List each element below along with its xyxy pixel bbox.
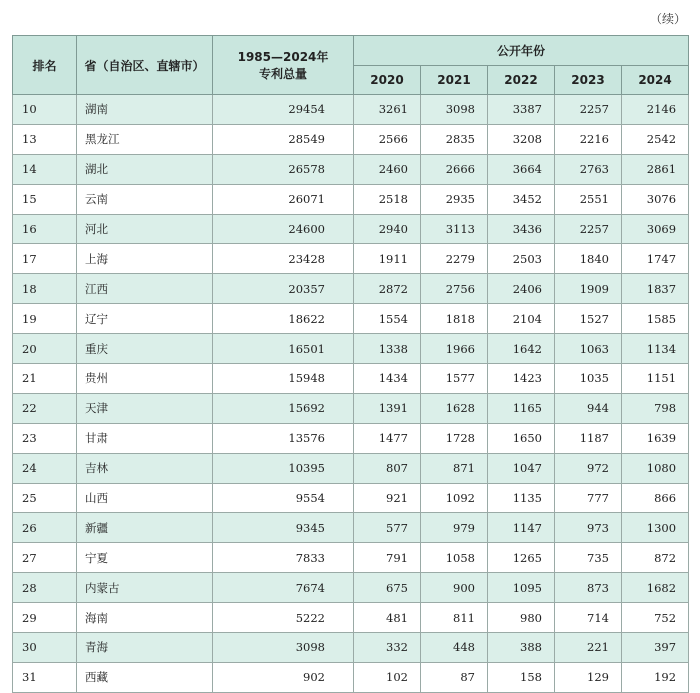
province-cell: 山西: [77, 483, 213, 513]
rank-cell: 13: [13, 124, 77, 154]
year-value-cell: 3208: [488, 124, 555, 154]
total-cell: 902: [213, 662, 354, 692]
header-year: 2023: [555, 66, 622, 95]
year-value-cell: 3387: [488, 95, 555, 125]
total-cell: 10395: [213, 453, 354, 483]
table-row: [13, 662, 689, 692]
rank-cell: 26: [13, 513, 77, 543]
rank-cell: 30: [13, 633, 77, 663]
table-row: [13, 124, 689, 154]
year-value-cell: 1628: [421, 393, 488, 423]
table-row: [13, 573, 689, 603]
year-value-cell: 871: [421, 453, 488, 483]
rank-cell: 31: [13, 662, 77, 692]
year-value-cell: 1818: [421, 304, 488, 334]
header-province: 省（自治区、直辖市）: [77, 36, 213, 95]
table-row: [13, 184, 689, 214]
year-value-cell: 1527: [555, 304, 622, 334]
table-row: [13, 334, 689, 364]
rank-cell: 21: [13, 364, 77, 394]
year-value-cell: 1092: [421, 483, 488, 513]
total-cell: 20357: [213, 274, 354, 304]
year-value-cell: 2872: [354, 274, 421, 304]
province-cell: 黑龙江: [77, 124, 213, 154]
year-value-cell: 2935: [421, 184, 488, 214]
year-value-cell: 3098: [421, 95, 488, 125]
table-row: [13, 453, 689, 483]
province-cell: 内蒙古: [77, 573, 213, 603]
year-value-cell: 3261: [354, 95, 421, 125]
year-value-cell: 1135: [488, 483, 555, 513]
total-cell: 26578: [213, 154, 354, 184]
total-cell: 15948: [213, 364, 354, 394]
header-years-group: 公开年份: [354, 36, 689, 66]
year-value-cell: 873: [555, 573, 622, 603]
year-value-cell: 2257: [555, 95, 622, 125]
year-value-cell: 1909: [555, 274, 622, 304]
year-value-cell: 807: [354, 453, 421, 483]
year-value-cell: 872: [622, 543, 689, 573]
year-value-cell: 675: [354, 573, 421, 603]
year-value-cell: 980: [488, 603, 555, 633]
year-value-cell: 1338: [354, 334, 421, 364]
year-value-cell: 2542: [622, 124, 689, 154]
year-value-cell: 1747: [622, 244, 689, 274]
table-row: [13, 95, 689, 125]
rank-cell: 23: [13, 423, 77, 453]
province-cell: 重庆: [77, 334, 213, 364]
year-value-cell: 921: [354, 483, 421, 513]
year-value-cell: 811: [421, 603, 488, 633]
rank-cell: 27: [13, 543, 77, 573]
year-value-cell: 1911: [354, 244, 421, 274]
year-value-cell: 577: [354, 513, 421, 543]
year-value-cell: 1837: [622, 274, 689, 304]
rank-cell: 20: [13, 334, 77, 364]
year-value-cell: 1300: [622, 513, 689, 543]
table-row: [13, 483, 689, 513]
table-row: [13, 423, 689, 453]
year-value-cell: 1966: [421, 334, 488, 364]
year-value-cell: 1063: [555, 334, 622, 364]
province-cell: 宁夏: [77, 543, 213, 573]
year-value-cell: 973: [555, 513, 622, 543]
year-value-cell: 2518: [354, 184, 421, 214]
year-value-cell: 1554: [354, 304, 421, 334]
year-value-cell: 1642: [488, 334, 555, 364]
rank-cell: 24: [13, 453, 77, 483]
year-value-cell: 1639: [622, 423, 689, 453]
header-total: [213, 36, 354, 95]
province-cell: 天津: [77, 393, 213, 423]
year-value-cell: 1423: [488, 364, 555, 394]
year-value-cell: 1477: [354, 423, 421, 453]
rank-cell: 15: [13, 184, 77, 214]
province-cell: 甘肃: [77, 423, 213, 453]
rank-cell: 19: [13, 304, 77, 334]
year-value-cell: 1391: [354, 393, 421, 423]
year-value-cell: 1080: [622, 453, 689, 483]
year-value-cell: 2566: [354, 124, 421, 154]
table-row: [13, 543, 689, 573]
year-value-cell: 87: [421, 662, 488, 692]
rank-cell: 14: [13, 154, 77, 184]
continued-label: （续）: [649, 12, 686, 26]
table-row: [13, 304, 689, 334]
year-value-cell: 979: [421, 513, 488, 543]
province-cell: 青海: [77, 633, 213, 663]
year-value-cell: 1147: [488, 513, 555, 543]
province-cell: 辽宁: [77, 304, 213, 334]
year-value-cell: 1265: [488, 543, 555, 573]
header-year: 2024: [622, 66, 689, 95]
table-row: [13, 274, 689, 304]
year-value-cell: 1650: [488, 423, 555, 453]
province-cell: 湖南: [77, 95, 213, 125]
year-value-cell: 2666: [421, 154, 488, 184]
year-value-cell: 1187: [555, 423, 622, 453]
province-cell: 江西: [77, 274, 213, 304]
year-value-cell: 791: [354, 543, 421, 573]
year-value-cell: 158: [488, 662, 555, 692]
rank-cell: 25: [13, 483, 77, 513]
year-value-cell: 3436: [488, 214, 555, 244]
header-rank: 排名: [13, 36, 77, 95]
province-cell: 云南: [77, 184, 213, 214]
year-value-cell: 714: [555, 603, 622, 633]
year-value-cell: 1134: [622, 334, 689, 364]
province-cell: 贵州: [77, 364, 213, 394]
total-cell: 23428: [213, 244, 354, 274]
year-value-cell: 1058: [421, 543, 488, 573]
total-cell: 9554: [213, 483, 354, 513]
province-cell: 上海: [77, 244, 213, 274]
year-value-cell: 752: [622, 603, 689, 633]
year-value-cell: 1035: [555, 364, 622, 394]
rank-cell: 10: [13, 95, 77, 125]
total-cell: 15692: [213, 393, 354, 423]
rank-cell: 16: [13, 214, 77, 244]
year-value-cell: 448: [421, 633, 488, 663]
table-row: [13, 633, 689, 663]
total-cell: 16501: [213, 334, 354, 364]
table-row: [13, 154, 689, 184]
total-cell: 28549: [213, 124, 354, 154]
total-cell: 26071: [213, 184, 354, 214]
year-value-cell: 777: [555, 483, 622, 513]
total-cell: 24600: [213, 214, 354, 244]
year-value-cell: 2551: [555, 184, 622, 214]
header-year: 2021: [421, 66, 488, 95]
year-value-cell: 388: [488, 633, 555, 663]
year-value-cell: 1682: [622, 573, 689, 603]
patent-table: [12, 35, 689, 693]
year-value-cell: 192: [622, 662, 689, 692]
year-value-cell: 972: [555, 453, 622, 483]
year-value-cell: 221: [555, 633, 622, 663]
year-value-cell: 1434: [354, 364, 421, 394]
year-value-cell: 866: [622, 483, 689, 513]
total-cell: 5222: [213, 603, 354, 633]
total-cell: 18622: [213, 304, 354, 334]
province-cell: 西藏: [77, 662, 213, 692]
table-body: [13, 95, 689, 693]
year-value-cell: 2104: [488, 304, 555, 334]
year-value-cell: 900: [421, 573, 488, 603]
table-row: [13, 393, 689, 423]
year-value-cell: 1165: [488, 393, 555, 423]
year-value-cell: 1585: [622, 304, 689, 334]
year-value-cell: 2835: [421, 124, 488, 154]
header-year: 2022: [488, 66, 555, 95]
year-value-cell: 735: [555, 543, 622, 573]
header-year: 2020: [354, 66, 421, 95]
year-value-cell: 2257: [555, 214, 622, 244]
table-row: [13, 513, 689, 543]
year-value-cell: 2216: [555, 124, 622, 154]
year-value-cell: 2763: [555, 154, 622, 184]
total-cell: 7833: [213, 543, 354, 573]
header-total-line2: 专利总量: [258, 67, 307, 81]
year-value-cell: 1840: [555, 244, 622, 274]
year-value-cell: 798: [622, 393, 689, 423]
rank-cell: 29: [13, 603, 77, 633]
province-cell: 河北: [77, 214, 213, 244]
rank-cell: 17: [13, 244, 77, 274]
year-value-cell: 944: [555, 393, 622, 423]
year-value-cell: 2279: [421, 244, 488, 274]
header-total-line1: 1985—2024年: [237, 50, 329, 64]
year-value-cell: 3076: [622, 184, 689, 214]
year-value-cell: 397: [622, 633, 689, 663]
table-row: [13, 603, 689, 633]
year-value-cell: 2146: [622, 95, 689, 125]
province-cell: 海南: [77, 603, 213, 633]
table-row: [13, 244, 689, 274]
year-value-cell: 2406: [488, 274, 555, 304]
year-value-cell: 1095: [488, 573, 555, 603]
total-cell: 29454: [213, 95, 354, 125]
rank-cell: 18: [13, 274, 77, 304]
table-header: [13, 36, 689, 95]
year-value-cell: 2460: [354, 154, 421, 184]
rank-cell: 28: [13, 573, 77, 603]
year-value-cell: 2503: [488, 244, 555, 274]
year-value-cell: 2756: [421, 274, 488, 304]
province-cell: 新疆: [77, 513, 213, 543]
year-value-cell: 1151: [622, 364, 689, 394]
province-cell: 吉林: [77, 453, 213, 483]
year-value-cell: 3452: [488, 184, 555, 214]
year-value-cell: 1577: [421, 364, 488, 394]
table-row: [13, 364, 689, 394]
year-value-cell: 102: [354, 662, 421, 692]
total-cell: 13576: [213, 423, 354, 453]
year-value-cell: 332: [354, 633, 421, 663]
year-value-cell: 3069: [622, 214, 689, 244]
year-value-cell: 1728: [421, 423, 488, 453]
total-cell: 7674: [213, 573, 354, 603]
total-cell: 3098: [213, 633, 354, 663]
year-value-cell: 481: [354, 603, 421, 633]
year-value-cell: 2940: [354, 214, 421, 244]
year-value-cell: 3113: [421, 214, 488, 244]
year-value-cell: 3664: [488, 154, 555, 184]
year-value-cell: 2861: [622, 154, 689, 184]
year-value-cell: 1047: [488, 453, 555, 483]
province-cell: 湖北: [77, 154, 213, 184]
total-cell: 9345: [213, 513, 354, 543]
rank-cell: 22: [13, 393, 77, 423]
year-value-cell: 129: [555, 662, 622, 692]
table-row: [13, 214, 689, 244]
